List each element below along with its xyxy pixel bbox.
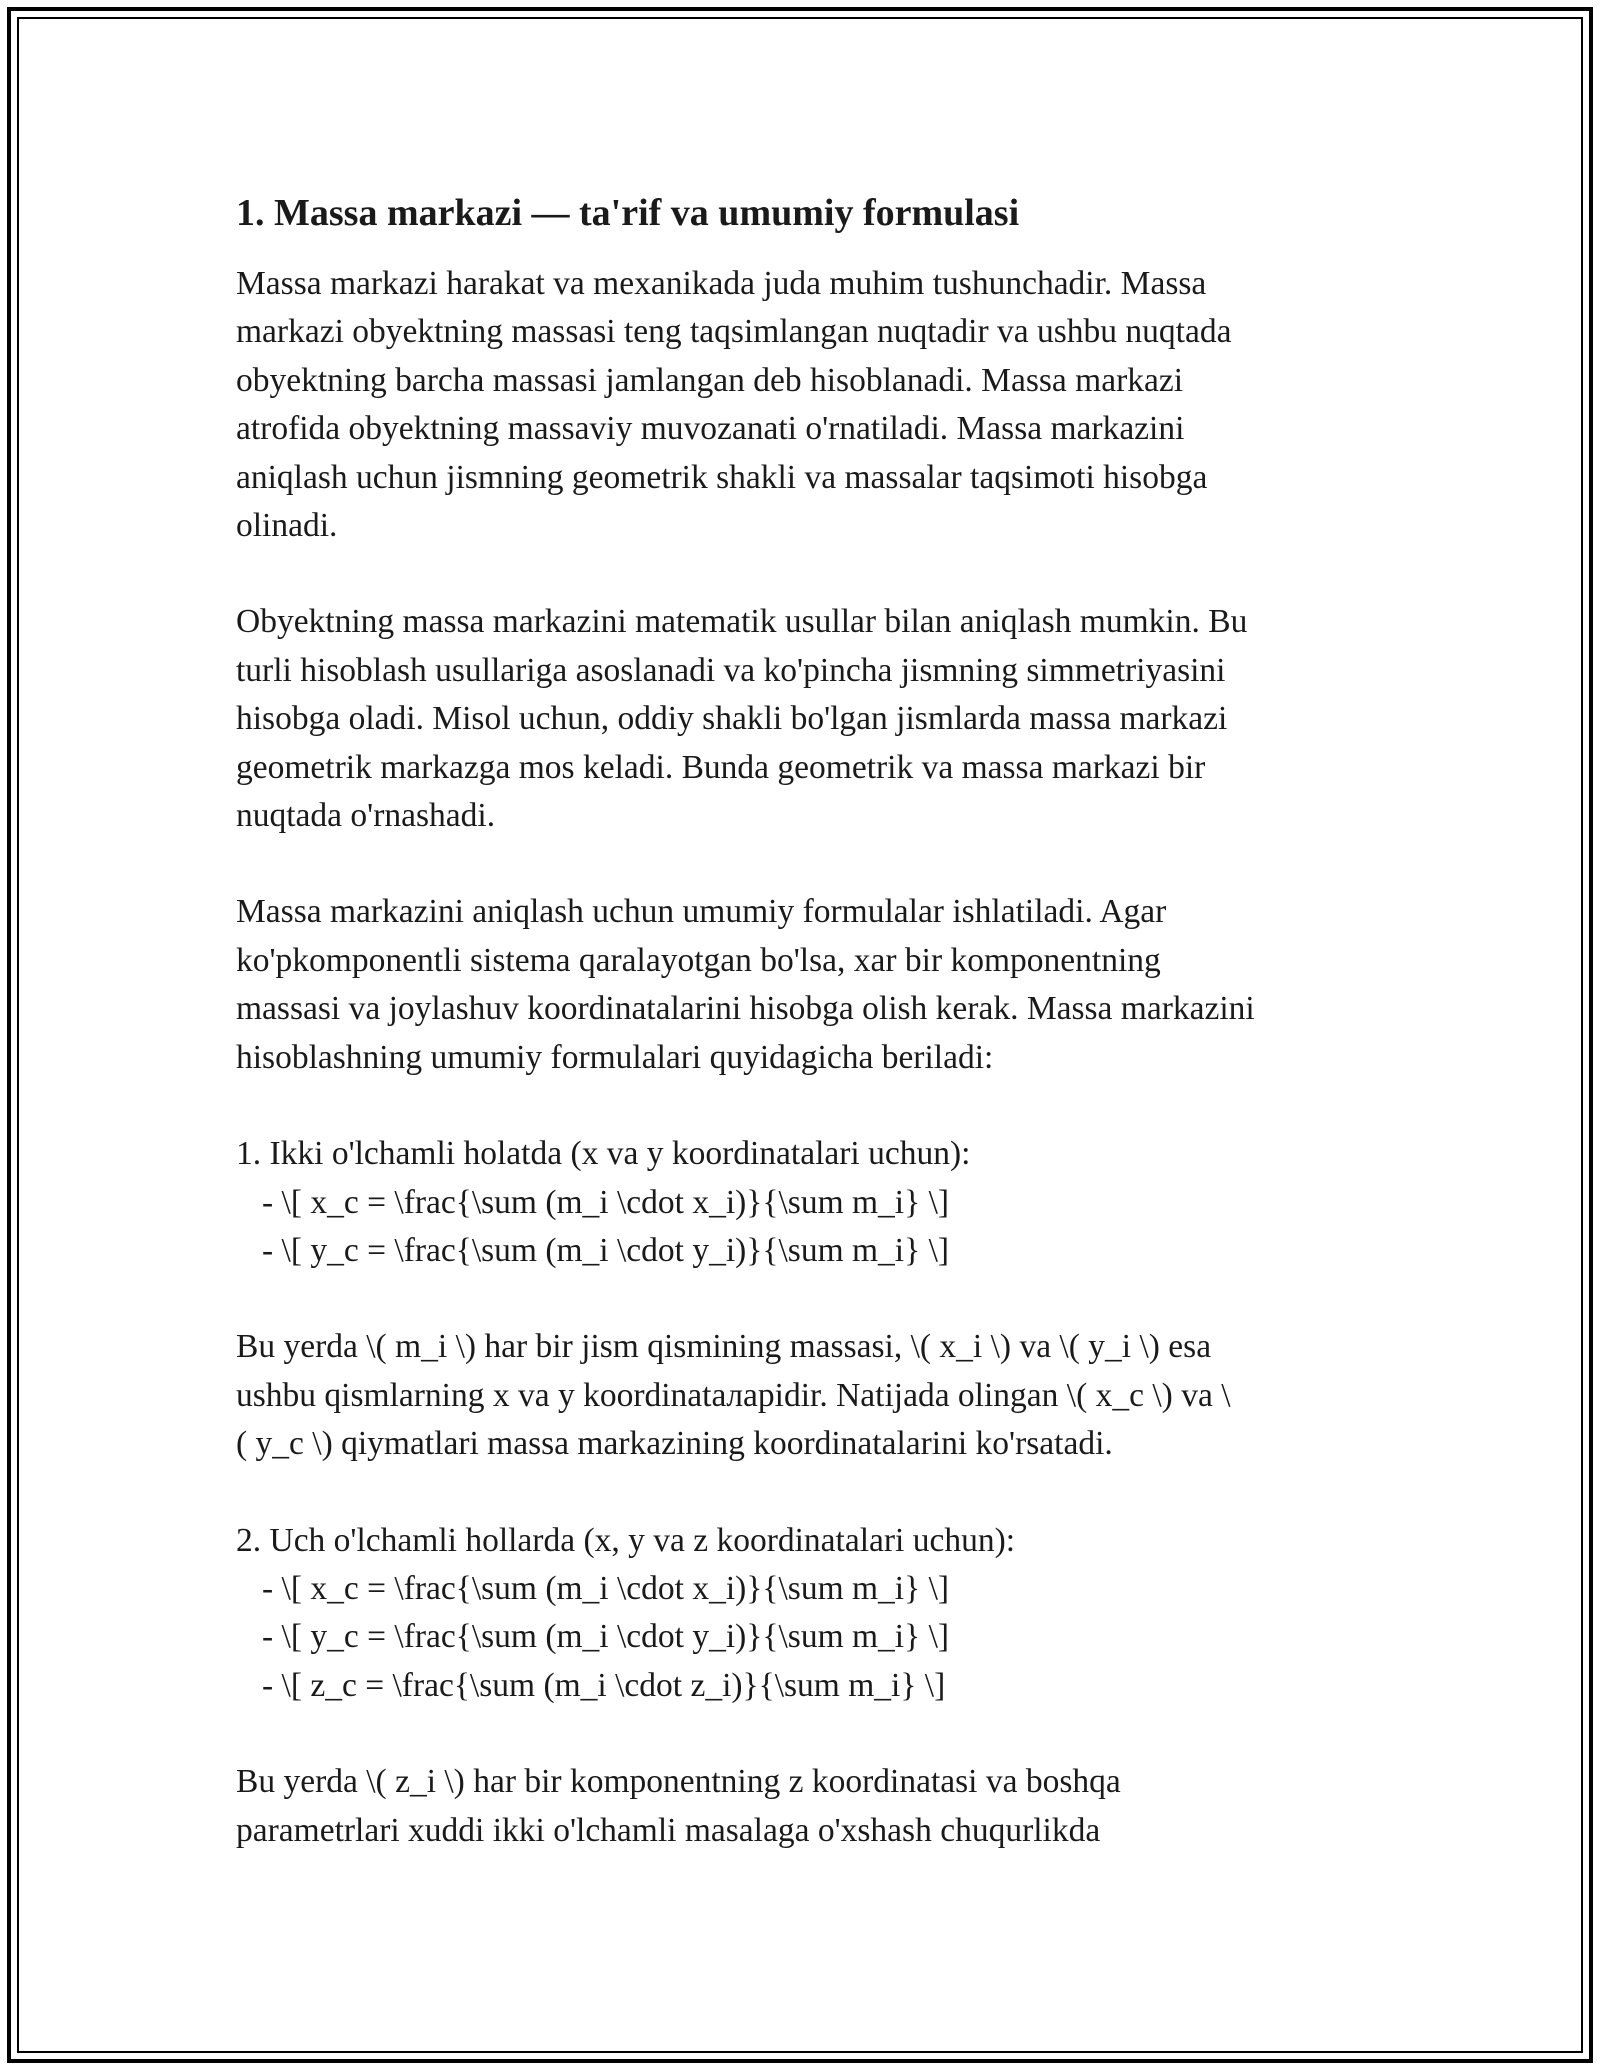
section-title: 1. Massa markazi — ta'rif va umumiy formulasi bbox=[236, 192, 1020, 234]
paragraph-definition: Massa markazi harakat va mexanikada juda muhim tushunchadir. Massa markazi obyektning massasi teng taqsimlangan nuqtadir va ushbu nuqtada obyektning barcha massasi jamlangan deb hisoblanadi. Massa markazi atrofida obyektning massaviy muvozanati o'rnatiladi. Massa markazini aniqlash uchun jismning geometrik shakli va massalar taqsimoti hisobga olinadi. bbox=[236, 265, 1232, 545]
paragraph-explanation-3d: Bu yerda \( z_i \) har bir komponentning z koordinatasi va boshqa parametrlari xuddi ikki o'lchamli masalaga o'xshash chuqurlikda bbox=[236, 1763, 1121, 1849]
three-dimensional-formulas bbox=[236, 1517, 1366, 1711]
formula-xc-3d: - \[ x_c = \frac{\sum (m_i \cdot x_i)}{\sum m_i} \] bbox=[262, 1569, 950, 1607]
document-body bbox=[236, 188, 1366, 1903]
list-heading-2d: 1. Ikki o'lchamli holatda (x va y koordinatalari uchun): bbox=[236, 1135, 971, 1173]
two-dimensional-formulas bbox=[236, 1130, 1366, 1275]
paragraph-explanation-2d: Bu yerda \( m_i \) har bir jism qismining massasi, \( x_i \) va \( y_i \) esa ushbu qismlarning x va y koordinataларidir. Natijada olingan \( x_c \) va \ ( y_c \) qiymatlari massa markazining koordinatalarini ko'rsatadi. bbox=[236, 1328, 1231, 1463]
formula-yc-3d: - \[ y_c = \frac{\sum (m_i \cdot y_i)}{\sum m_i} \] bbox=[262, 1618, 950, 1656]
paragraph-general-formulas: Massa markazini aniqlash uchun umumiy formulalar ishlatiladi. Agar ko'pkomponentli sistema qaralayotgan bo'lsa, xar bir komponentning massasi va joylashuv koordinatalarini hisobga olish kerak. Massa markazini hisoblashning umumiy formulalari quyidagicha beriladi: bbox=[236, 893, 1255, 1076]
formula-yc-2d: - \[ y_c = \frac{\sum (m_i \cdot y_i)}{\sum m_i} \] bbox=[262, 1231, 950, 1269]
formula-zc-3d: - \[ z_c = \frac{\sum (m_i \cdot z_i)}{\sum m_i} \] bbox=[262, 1666, 946, 1704]
paragraph-methods: Obyektning massa markazini matematik usullar bilan aniqlash mumkin. Bu turli hisoblash usullariga asoslanadi va ko'pincha jismning simmetriyasini hisobga oladi. Misol uchun, oddiy shakli bo'lgan jismlarda massa markazi geometrik markazga mos keladi. Bunda geometrik va massa markazi bir nuqtada o'rnashadi. bbox=[236, 603, 1248, 835]
formula-xc-2d: - \[ x_c = \frac{\sum (m_i \cdot x_i)}{\sum m_i} \] bbox=[262, 1183, 950, 1221]
list-heading-3d: 2. Uch o'lchamli hollarda (x, y va z koordinatalari uchun): bbox=[236, 1521, 1016, 1559]
